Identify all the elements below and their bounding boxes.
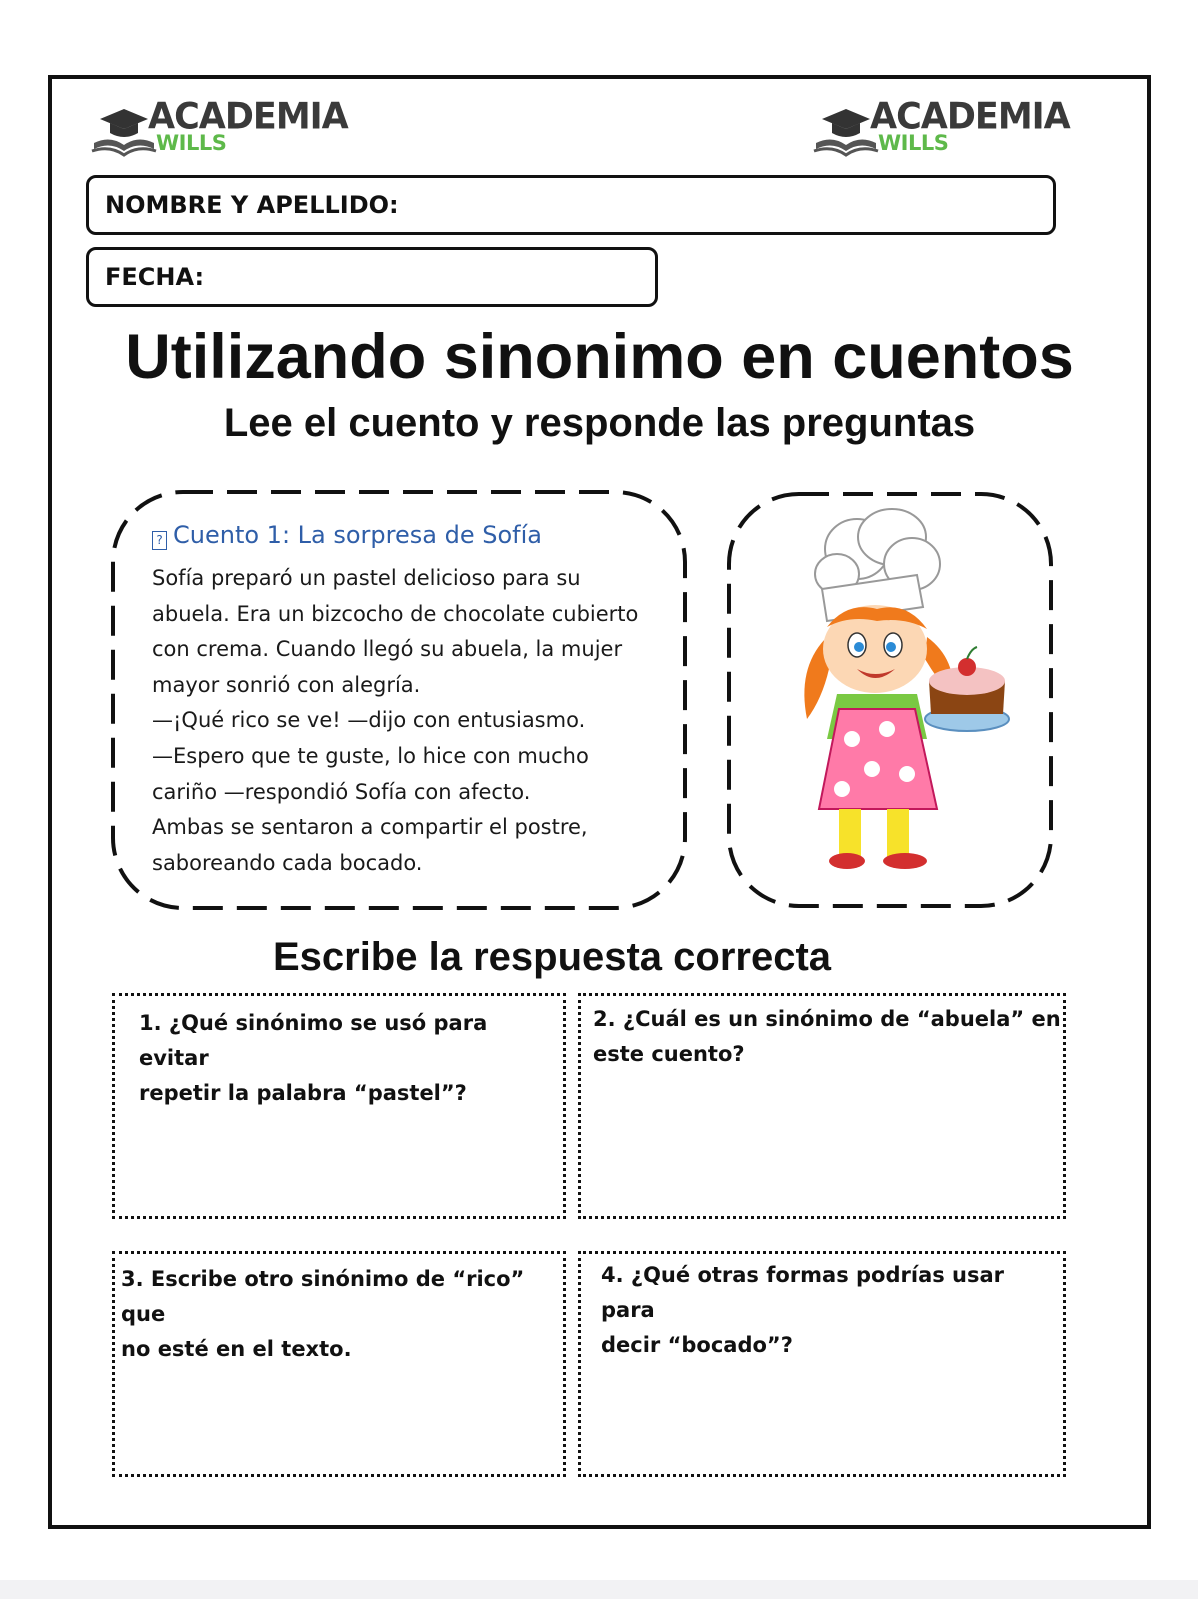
book-icon: ? xyxy=(152,531,167,550)
story-title xyxy=(152,521,542,550)
logo-left xyxy=(90,96,348,157)
question-line: no esté en el texto. xyxy=(121,1337,352,1361)
question-1-text xyxy=(139,1006,563,1111)
page-subtitle: Lee el cuento y responde las preguntas xyxy=(223,401,976,445)
logo-right xyxy=(812,96,1070,157)
section-title: Escribe la respuesta correcta xyxy=(272,935,832,979)
question-box-4[interactable] xyxy=(578,1251,1066,1477)
question-line: este cuento? xyxy=(593,1042,745,1066)
logo-subtitle: WILLS xyxy=(878,131,949,155)
story-line: mayor sonrió con alegría. xyxy=(152,672,421,697)
name-field-label: NOMBRE Y APELLIDO: xyxy=(105,191,399,219)
story-title-text: Cuento 1: La sorpresa de Sofía xyxy=(173,521,542,549)
story-line: saboreando cada bocado. xyxy=(152,850,423,875)
question-2-text xyxy=(593,1002,1061,1072)
question-line: 1. ¿Qué sinónimo se usó para evitar xyxy=(139,1011,488,1070)
story-line: cariño —respondió Sofía con afecto. xyxy=(152,779,531,804)
story-line: con crema. Cuando llegó su abuela, la mujer xyxy=(152,637,623,662)
question-box-3[interactable] xyxy=(112,1251,566,1477)
logo-subtitle: WILLS xyxy=(156,131,227,155)
question-line: 2. ¿Cuál es un sinónimo de “abuela” en xyxy=(593,1007,1061,1031)
question-box-2[interactable] xyxy=(578,993,1066,1219)
page-bottom-strip xyxy=(0,1580,1198,1599)
story-line: —Espero que te guste, lo hice con mucho xyxy=(152,743,589,768)
chef-girl-with-cake-illustration xyxy=(777,509,1007,869)
name-field[interactable] xyxy=(86,175,1056,235)
question-line: decir “bocado”? xyxy=(601,1333,793,1357)
story-line: Ambas se sentaron a compartir el postre, xyxy=(152,815,588,840)
story-line: abuela. Era un bizcocho de chocolate cubierto xyxy=(152,601,639,626)
question-line: 4. ¿Qué otras formas podrías usar para xyxy=(601,1263,1005,1322)
story-line: —¡Qué rico se ve! —dijo con entusiasmo. xyxy=(152,708,586,733)
question-box-1[interactable] xyxy=(112,993,566,1219)
question-3-text xyxy=(121,1262,563,1367)
story-text xyxy=(152,561,692,881)
date-field-label: FECHA: xyxy=(105,263,205,291)
date-field[interactable] xyxy=(86,247,658,307)
logo-title: ACADEMIA xyxy=(148,96,348,138)
question-4-text xyxy=(601,1258,1063,1363)
page-title: Utilizando sinonimo en cuentos xyxy=(125,322,1074,392)
story-line: Sofía preparó un pastel delicioso para su xyxy=(152,566,581,590)
question-line: 3. Escribe otro sinónimo de “rico” que xyxy=(121,1267,525,1326)
worksheet-frame xyxy=(48,75,1151,1529)
logo-title: ACADEMIA xyxy=(870,96,1070,138)
question-line: repetir la palabra “pastel”? xyxy=(139,1081,467,1105)
